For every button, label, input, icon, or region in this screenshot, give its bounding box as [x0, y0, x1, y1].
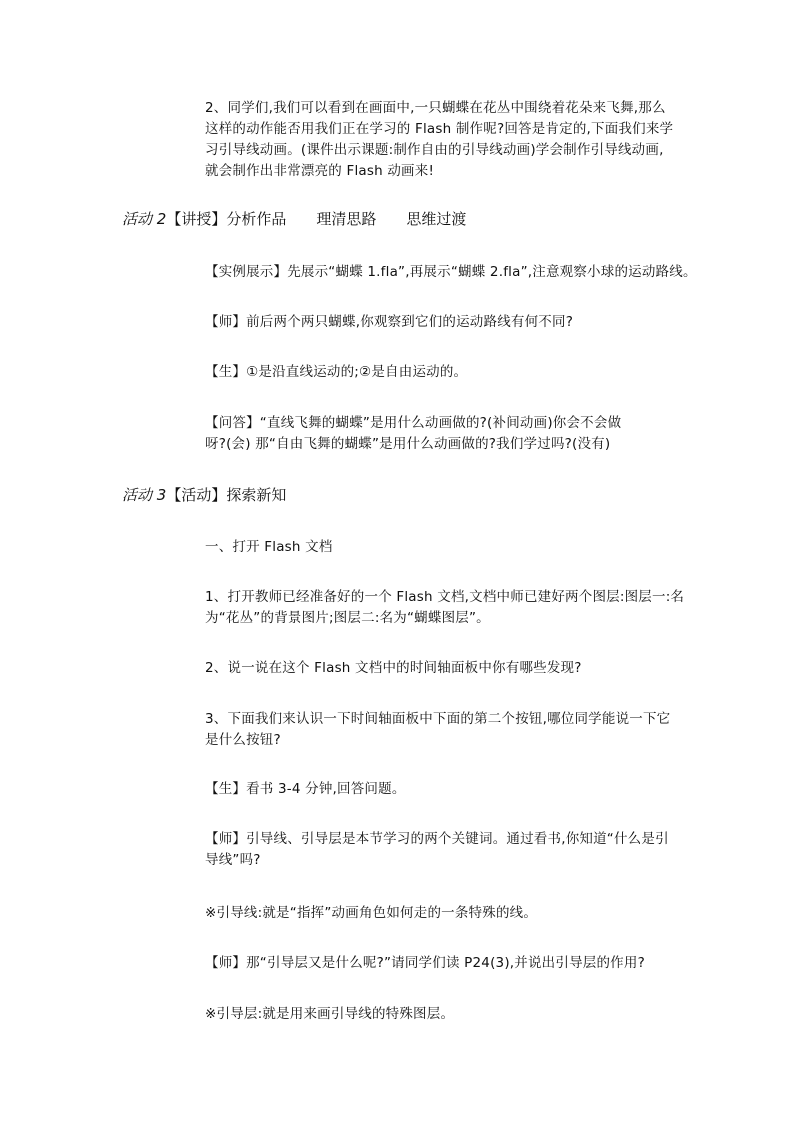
activity2-part: 思维过渡 [406, 210, 467, 228]
step3-line: 3、下面我们来认识一下时间轴面板中下面的第二个按钮,哪位同学能说一下它 [205, 711, 671, 727]
step1-line: 1、打开教师已经准备好的一个 Flash 文档,文档中师已建好两个图层:图层一:名 [205, 589, 685, 605]
teacher-question-3: 【师】那“引导层又是什么呢?”请同学们读 P24(3),并说出引导层的作用? [205, 955, 645, 971]
section1-title: 一、打开 Flash 文档 [205, 539, 333, 555]
student-answer-1: 【生】①是沿直线运动的;②是自由运动的。 [205, 364, 468, 380]
step3-paragraph [205, 709, 670, 751]
intro-paragraph [205, 98, 673, 182]
activity2-part: 分析作品 [226, 210, 287, 228]
step2-paragraph: 2、说一说在这个 Flash 文档中的时间轴面板中你有哪些发现? [205, 660, 582, 676]
activity2-label: 活动 2 [122, 210, 167, 228]
question-paragraph [205, 413, 621, 455]
intro-line: 习引导线动画。(课件出示课题:制作自由的引导线动画)学会制作引导线动画, [205, 142, 664, 158]
intro-line: 就会制作出非常漂亮的 Flash 动画来! [205, 163, 435, 179]
question-line: 【问答】“直线飞舞的蝴蝶”是用什么动画做的?(补间动画)你会不会做 [205, 415, 622, 431]
activity3-heading [122, 484, 286, 506]
activity3-tag: 【活动】 [166, 486, 227, 504]
question-line: 呀?(会) 那“自由飞舞的蝴蝶”是用什么动画做的?我们学过吗?(没有) [205, 436, 611, 452]
teacher-q2-line: 【师】引导线、引导层是本节学习的两个关键词。通过看书,你知道“什么是引 [205, 831, 669, 847]
student-answer-2: 【生】看书 3-4 分钟,回答问题。 [205, 781, 406, 797]
guide-layer-definition: ※引导层:就是用来画引导线的特殊图层。 [205, 1006, 455, 1022]
step1-paragraph [205, 587, 684, 629]
teacher-question-1: 【师】前后两个两只蝴蝶,你观察到它们的运动路线有何不同? [205, 314, 574, 330]
guide-line-definition: ※引导线:就是“指挥”动画角色如何走的一条特殊的线。 [205, 905, 538, 921]
activity2-tag: 【讲授】 [166, 210, 227, 228]
activity2-heading [122, 208, 466, 230]
activity2-part: 理清思路 [316, 210, 377, 228]
intro-line: 这样的动作能否用我们正在学习的 Flash 制作呢?回答是肯定的,下面我们来学 [205, 121, 674, 137]
teacher-q2-line: 导线”吗? [205, 852, 261, 868]
step1-line: 为“花丛”的背景图片;图层二:名为“蝴蝶图层”。 [205, 610, 490, 626]
activity3-title: 探索新知 [226, 486, 287, 504]
intro-line: 2、同学们,我们可以看到在画面中,一只蝴蝶在花丛中围绕着花朵来飞舞,那么 [205, 100, 666, 116]
activity3-label: 活动 3 [122, 486, 167, 504]
step3-line: 是什么按钮? [205, 732, 281, 748]
showcase-paragraph: 【实例展示】先展示“蝴蝶 1.fla”,再展示“蝴蝶 2.fla”,注意观察小球的运动路线。 [205, 264, 697, 280]
teacher-question-2 [205, 829, 669, 871]
